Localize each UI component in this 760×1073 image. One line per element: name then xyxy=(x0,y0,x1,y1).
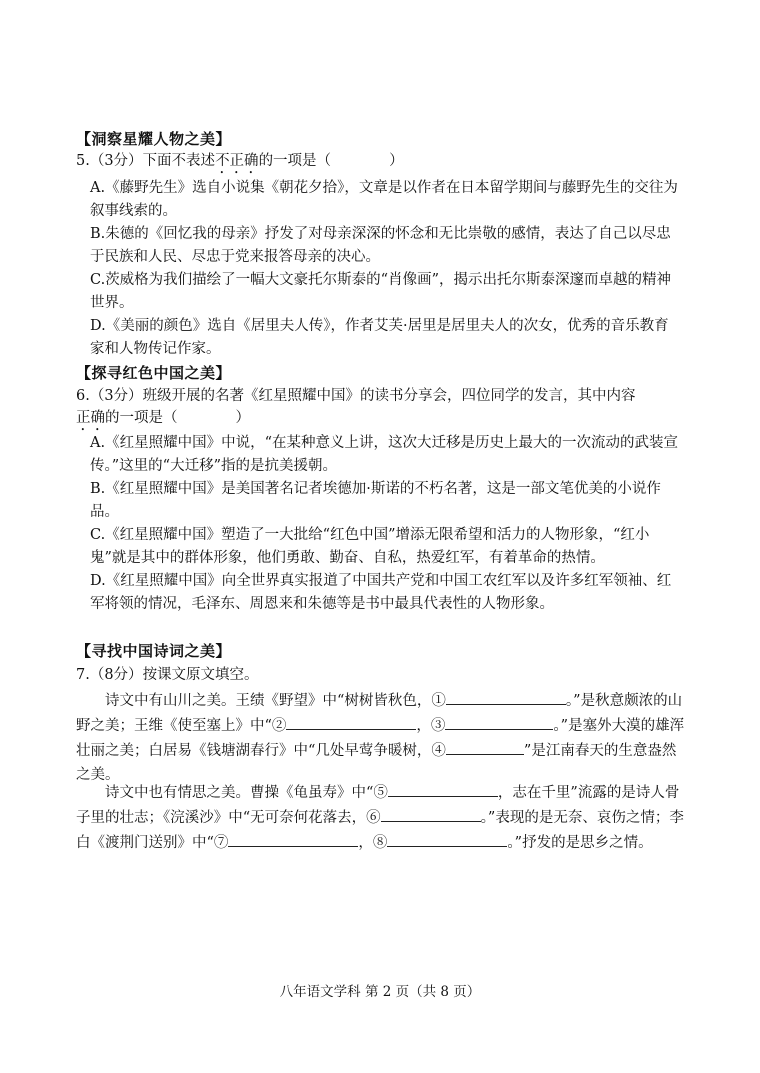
question-5-option-b: B.朱德的《回忆我的母亲》抒发了对母亲深深的怀念和无比崇敬的感情，表达了自己以尽忠于民族和人民、尽忠于党来报答母亲的决心。 xyxy=(90,226,671,265)
blank-3[interactable] xyxy=(445,713,553,730)
question-7-paragraph-2: 诗文中也有情思之美。曹操《龟虽寿》中“⑤ ，志在千里”流露的是诗人骨子里的壮志；《浣溪沙》中“无可奈何花落去，⑥ 。”表现的是无奈、哀伤之情；李白《渡荆门送别》中“⑦ ，⑧ 。”抒发的是思乡之情。 xyxy=(76,780,686,855)
blank-2[interactable] xyxy=(286,713,416,730)
question-6-option-c: C.《红星照耀中国》塑造了一大批给“红色中国”增添无限希望和活力的人物形象，“红小鬼”就是其中的群体形象，他们勇敢、勤奋、自私，热爱红军，有着革命的热情。 xyxy=(90,527,650,566)
page-footer: 八年语文学科 第 2 页（共 8 页） xyxy=(279,984,481,1000)
section-title-people: 【洞察星耀人物之美】 xyxy=(76,130,232,148)
blank-4[interactable] xyxy=(446,738,524,755)
question-7-paragraph-1: 诗文中有山川之美。王绩《野望》中“树树皆秋色，① 。”是秋意颇浓的山野之美；王维《使至塞上》中“② ，③ 。”是塞外大漠的雄浑壮丽之美；白居易《钱塘湖春行》中“几处早莺争暖树，④ ”是江南春天的生意盎然之美。 xyxy=(76,688,686,787)
question-5-option-d: D.《美丽的颜色》选自《居里夫人传》，作者艾芙·居里是居里夫人的次女，优秀的音乐教育家和人物传记作家。 xyxy=(90,318,669,357)
question-6-number: 6.（3分） xyxy=(76,388,143,404)
section-title-red-china: 【探寻红色中国之美】 xyxy=(76,364,232,382)
question-5-stem: 5.（3分）下面不表述不正确的一项是（ ） xyxy=(76,153,404,169)
question-5-option-a: A.《藤野先生》选自小说集《朝花夕拾》，文章是以作者在日本留学期间与藤野先生的交往为叙事线索的。 xyxy=(90,180,678,219)
section-title-poetry: 【寻找中国诗词之美】 xyxy=(76,642,232,660)
emphasis-correct: 正确 xyxy=(76,410,105,426)
emphasis-not-correct: 不正确 xyxy=(215,153,259,169)
blank-6[interactable] xyxy=(381,805,481,822)
blank-7[interactable] xyxy=(228,830,358,847)
blank-1[interactable] xyxy=(446,688,566,705)
blank-8[interactable] xyxy=(387,830,507,847)
blank-5[interactable] xyxy=(388,780,498,797)
question-6-stem: 6.（3分）班级开展的名著《红星照耀中国》的读书分享会，四位同学的发言，其中内容 正确的一项是（ ） xyxy=(76,388,636,426)
question-5-option-c: C.茨威格为我们描绘了一幅大文豪托尔斯泰的“肖像画”，揭示出托尔斯泰深邃而卓越的精神世界。 xyxy=(90,272,672,311)
question-7-number: 7.（8分） xyxy=(76,667,143,683)
question-7-stem: 7.（8分）按课文原文填空。 xyxy=(76,667,259,683)
question-5-number: 5.（3分） xyxy=(76,153,143,169)
question-6-option-d: D.《红星照耀中国》向全世界真实报道了中国共产党和中国工农红军以及许多红军领袖、红军将领的情况，毛泽东、周恩来和朱德等是书中最具代表性的人物形象。 xyxy=(90,573,672,612)
question-6-option-b: B.《红星照耀中国》是美国著名记者埃德加·斯诺的不朽名著，这是一部文笔优美的小说作品。 xyxy=(90,481,661,520)
question-6-option-a: A.《红星照耀中国》中说，“在某种意义上讲，这次大迁移是历史上最大的一次流动的武装宣传。”这里的“大迁移”指的是抗美援朝。 xyxy=(90,435,679,474)
